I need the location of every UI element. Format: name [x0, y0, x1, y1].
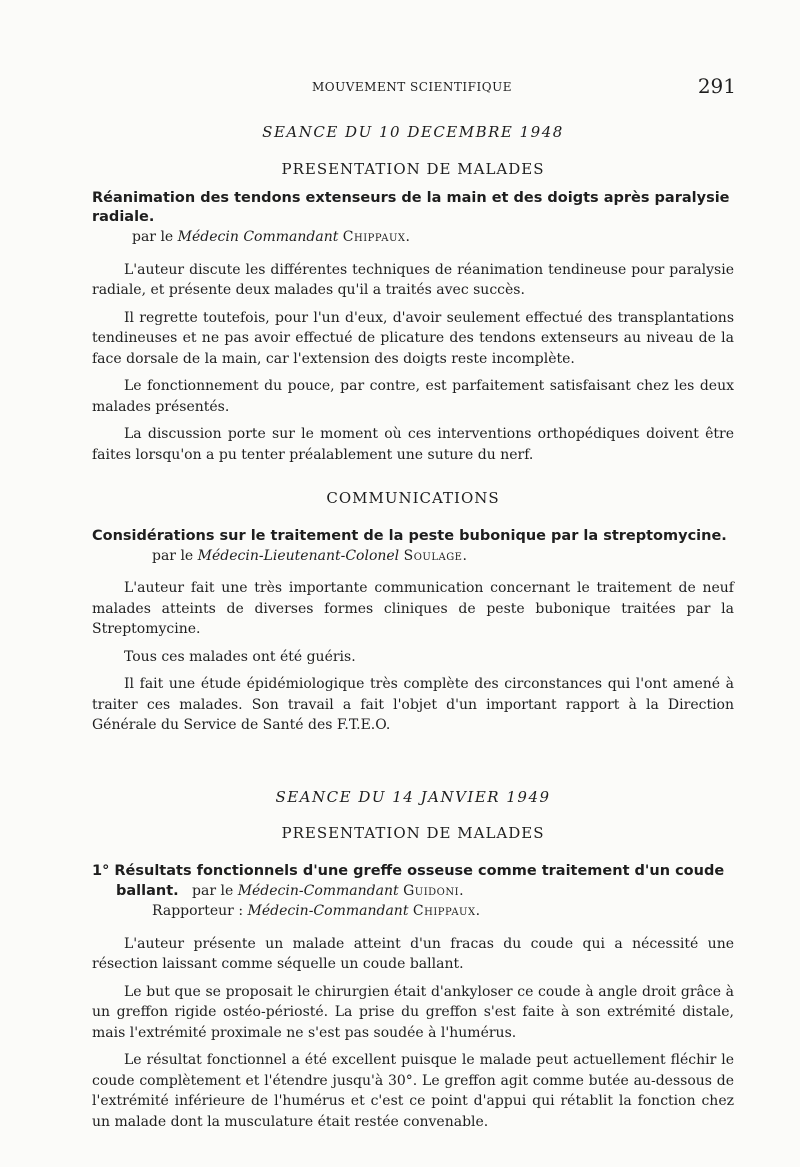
byline-greffe [116, 881, 734, 902]
paragraph: L'auteur présente un malade atteint d'un fracas du coude qui a nécessité une résection laissant comme séquelle un coude ballant. [92, 935, 734, 972]
item-title-greffe: 1° Résultats fonctionnels d'une greffe osseuse comme traitement d'un coude [92, 862, 725, 879]
communications-heading: COMMUNICATIONS [326, 489, 500, 507]
paragraph: Il fait une étude épidémiologique très complète des circonstances qui l'ont amené à traiter ces malades. Son travail a fait l'objet d'un important rapport à la Direction Générale du Service de Santé des F.T.E.O. [92, 676, 734, 733]
paragraph: Le fonctionnement du pouce, par contre, est parfaitement satisfaisant chez les deux malades présentés. [92, 378, 734, 415]
byline-prefix: par le [152, 547, 194, 564]
paragraph: Il regrette toutefois, pour l'un d'eux, d'avoir seulement effectué des transplantations tendineuses et ne pas avoir effectué de plicature des tendons extenseurs au niveau de la face dorsale de la main, car l'extension des doigts reste incomplète. [92, 309, 734, 367]
presentation-heading-2: PRESENTATION DE MALADES [281, 824, 545, 842]
paragraph: La discussion porte sur le moment où ces interventions orthopédiques doivent être faites lorsqu'on a pu tenter préalablement une suture du nerf. [92, 426, 734, 463]
seance-heading-2: SEANCE DU 14 JANVIER 1949 [275, 787, 551, 806]
reporter-name: Chippaux. [412, 903, 481, 919]
reporter-prefix: Rapporteur : [152, 903, 244, 919]
byline-prefix: par le [192, 882, 234, 899]
running-title: MOUVEMENT SCIENTIFIQUE [312, 80, 512, 94]
paragraph: L'auteur fait une très importante communication concernant le traitement de neuf malades atteints de diverses formes cliniques de peste bubonique traitées par la Streptomycine. [92, 580, 734, 637]
author-name: Guidoni. [403, 882, 465, 899]
item-title-reanimation: Réanimation des tendons extenseurs de la main et des doigts après paralysie radiale. [92, 190, 730, 225]
page-header [92, 74, 736, 98]
byline-peste [152, 546, 734, 567]
reporter-role: Médecin-Commandant [247, 903, 409, 919]
item-title-greffe-cont: ballant. [116, 882, 179, 899]
author-name: Soulage. [403, 547, 468, 564]
paragraph: Le but que se proposait le chirurgien était d'ankyloser ce coude à angle droit grâce à un greffon rigide ostéo-périosté. La prise du greffon s'est faite à son extrémité distale, mais l'extrémité proximale ne s'est pas soudée à l'humérus. [92, 983, 734, 1041]
reporter-line [152, 901, 734, 922]
page-body [92, 122, 734, 1139]
paragraph: Tous ces malades ont été guéris. [124, 648, 356, 665]
author-role: Médecin-Lieutenant-Colonel [197, 547, 400, 564]
byline-reanimation [132, 227, 734, 248]
item-title-peste: Considérations sur le traitement de la peste bubonique par la streptomycine. [92, 527, 727, 544]
page-number: 291 [697, 74, 736, 98]
author-name: Chippaux. [342, 229, 411, 245]
presentation-heading-1: PRESENTATION DE MALADES [281, 159, 545, 178]
byline-prefix: par le [132, 229, 174, 245]
paragraph: Le résultat fonctionnel a été excellent puisque le malade peut actuellement fléchir le coude complètement et l'étendre jusqu'à 30°. Le greffon agit comme butée au-dessous de l'extrémité inférieure de l'humérus et c'est ce point d'appui qui rétablit la fonction chez un malade dont la musculature était restée convenable. [92, 1052, 734, 1130]
paragraph: L'auteur discute les différentes techniques de réanimation tendineuse pour paralysie radiale, et présente deux malades qu'il a traités avec succès. [92, 261, 734, 298]
seance-heading-1: SEANCE DU 10 DECEMBRE 1948 [262, 123, 564, 141]
author-role: Médecin Commandant [177, 229, 339, 245]
author-role: Médecin-Commandant [237, 882, 399, 899]
